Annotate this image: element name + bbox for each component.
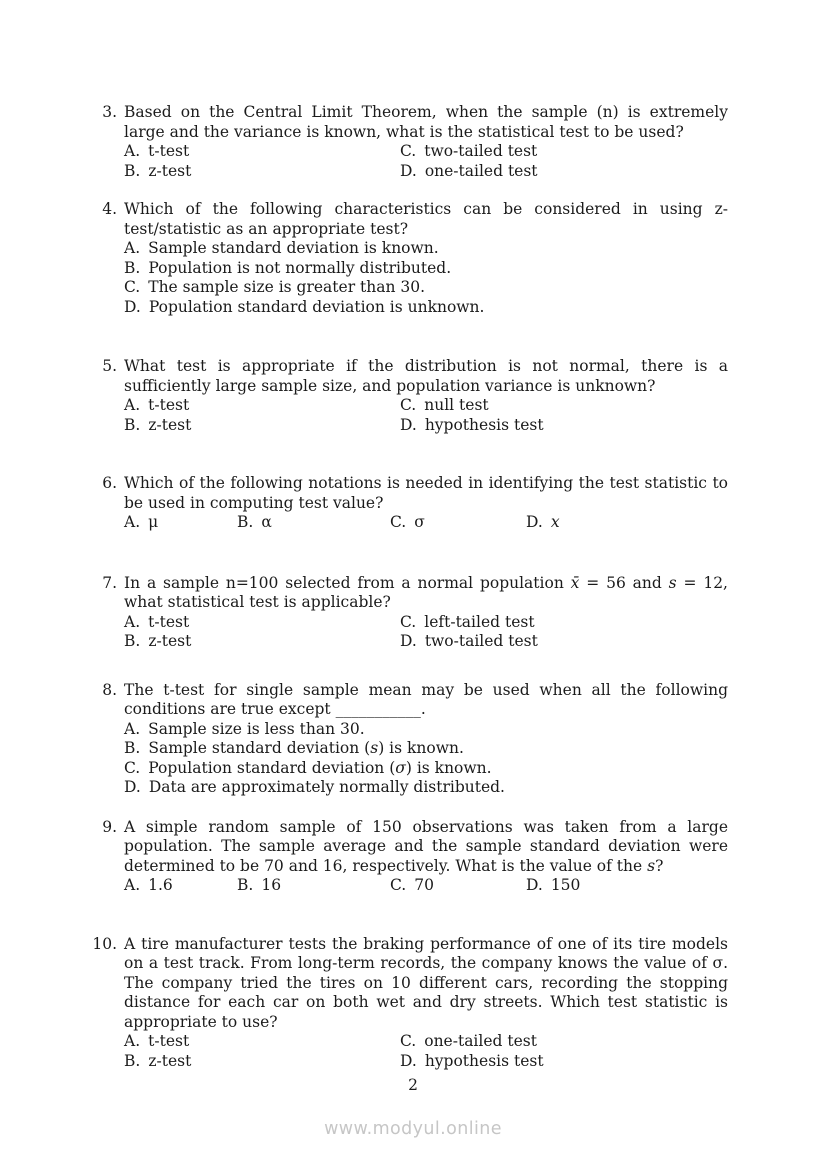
option-a	[124, 876, 237, 896]
option-text: 1.6	[148, 876, 173, 894]
math-sigma: σ	[395, 758, 406, 777]
question-text: Which of the following notations is needed in identifying the test statistic to be used in computing test value?	[124, 474, 728, 512]
option-label: B.	[124, 739, 141, 757]
option-text: μ	[148, 513, 159, 531]
option-c	[124, 759, 728, 779]
option-text: 150	[550, 876, 581, 894]
option-label: C.	[400, 396, 417, 414]
question-number: 9.	[102, 817, 117, 836]
option-d	[526, 876, 728, 896]
option-text: z-test	[148, 161, 192, 180]
option-label: C.	[390, 513, 407, 531]
math-x-bar: x̄	[570, 573, 580, 592]
option-label: B.	[237, 876, 254, 894]
option-b	[124, 259, 728, 279]
option-text: left-tailed test	[424, 612, 535, 631]
question-9	[102, 817, 728, 896]
options	[124, 513, 728, 533]
option-label: D.	[400, 632, 417, 650]
option-text: t-test	[148, 396, 190, 414]
option-a	[124, 1032, 400, 1052]
option-label: C.	[390, 876, 407, 894]
option-text: z-test	[148, 1051, 192, 1070]
question-list	[92, 103, 728, 1071]
option-label: C.	[124, 278, 141, 296]
option-label: D.	[400, 415, 417, 434]
option-text: t-test	[148, 142, 190, 160]
option-label: A.	[124, 513, 141, 531]
option-text: 16	[261, 876, 282, 894]
question-text-part: = 12, what statistical test is applicable?	[124, 573, 728, 611]
option-a	[124, 613, 400, 633]
option-label: A.	[124, 239, 141, 257]
question-text: What test is appropriate if the distribution is not normal, there is a sufficiently large sample size, and population variance is unknown?	[124, 357, 728, 395]
option-label: B.	[124, 258, 141, 277]
option-label: A.	[124, 876, 141, 894]
math-s: s	[668, 573, 677, 592]
option-label: D.	[526, 876, 543, 894]
option-label: C.	[400, 142, 417, 160]
option-b	[124, 632, 400, 652]
option-label: D.	[124, 297, 141, 316]
option-text: The sample size is greater than 30.	[148, 278, 426, 296]
option-c	[390, 876, 526, 896]
option-b	[237, 513, 390, 533]
question-number: 4.	[102, 200, 117, 218]
option-c	[124, 278, 728, 298]
option-d	[124, 298, 728, 318]
option-text: z-test	[148, 632, 192, 650]
question-text-part: ?	[655, 856, 664, 875]
question-6	[102, 474, 728, 533]
options	[124, 876, 728, 896]
option-label: A.	[124, 1032, 141, 1050]
option-text: Population standard deviation is unknown.	[148, 297, 485, 316]
watermark: www.modyul.online	[324, 1119, 502, 1139]
option-label: A.	[124, 612, 141, 631]
options	[124, 396, 728, 435]
option-d	[526, 513, 728, 533]
math-s: s	[370, 739, 379, 757]
option-text: Sample size is less than 30.	[148, 719, 365, 738]
option-text-part: Sample standard deviation (	[148, 739, 371, 757]
question-text-part: A simple random sample of 150 observations was taken from a large population. The sample average and the sample standard deviation were determined to be 70 and 16, respectively. What is the value of the	[124, 817, 728, 875]
math-s: s	[647, 856, 656, 875]
option-d	[400, 162, 728, 182]
option-text: two-tailed test	[424, 632, 538, 650]
question-number: 7.	[102, 573, 117, 592]
option-label: A.	[124, 142, 141, 160]
option-text	[148, 739, 464, 757]
question-3	[102, 103, 728, 181]
option-label: A.	[124, 396, 141, 414]
option-label: D.	[400, 1051, 417, 1070]
question-text	[124, 818, 728, 877]
options	[124, 720, 728, 798]
option-a	[124, 513, 237, 533]
option-label: B.	[124, 1051, 141, 1070]
option-label: C.	[124, 758, 141, 777]
question-8	[102, 680, 728, 798]
option-text: Population is not normally distributed.	[148, 258, 452, 277]
option-label: A.	[124, 719, 141, 738]
options	[124, 613, 728, 652]
option-text: null test	[424, 396, 489, 414]
option-d	[400, 416, 728, 436]
option-text: Data are approximately normally distributed.	[148, 778, 505, 796]
option-label: C.	[400, 612, 417, 631]
option-c	[400, 1032, 728, 1052]
option-c	[400, 142, 728, 162]
option-c	[400, 613, 728, 633]
question-10	[92, 934, 728, 1072]
question-text: Based on the Central Limit Theorem, when the sample (n) is extremely large and the variance is known, what is the statistical test to be used?	[124, 103, 728, 141]
option-d	[124, 778, 728, 798]
question-text-part: = 56 and	[579, 573, 669, 592]
question-number: 3.	[102, 103, 117, 121]
option-text-part: ) is known.	[378, 739, 464, 757]
option-a	[124, 720, 728, 740]
option-a	[124, 142, 400, 162]
option-text: two-tailed test	[424, 142, 538, 160]
option-text: t-test	[148, 1032, 190, 1050]
option-label: C.	[400, 1032, 417, 1050]
option-text: one-tailed test	[424, 1032, 537, 1050]
options	[124, 239, 728, 317]
question-number: 6.	[102, 474, 117, 492]
question-text: Which of the following characteristics can be considered in using z-test/statistic as an appropriate test?	[124, 200, 728, 238]
question-text	[124, 574, 728, 613]
options	[124, 1032, 728, 1071]
option-b	[124, 162, 400, 182]
question-7	[102, 573, 728, 652]
option-c	[390, 513, 526, 533]
option-label: B.	[124, 632, 141, 650]
question-text-part: In a sample n=100 selected from a normal population	[124, 573, 571, 592]
question-5	[102, 357, 728, 435]
option-label: B.	[124, 161, 141, 180]
option-a	[124, 396, 400, 416]
option-text-part: Population standard deviation (	[148, 758, 396, 777]
option-label: D.	[526, 513, 543, 531]
option-label: D.	[400, 161, 417, 180]
option-text: one-tailed test	[424, 161, 538, 180]
question-number: 10.	[92, 934, 117, 953]
option-text: hypothesis test	[424, 1051, 544, 1070]
question-4	[102, 200, 728, 317]
option-b	[124, 739, 728, 759]
question-number: 8.	[102, 680, 117, 699]
option-text: hypothesis test	[424, 415, 544, 434]
option-label: D.	[124, 778, 141, 796]
option-a	[124, 239, 728, 259]
option-text: x	[550, 513, 560, 531]
option-text: z-test	[148, 415, 192, 434]
option-label: B.	[124, 415, 141, 434]
question-text: A tire manufacturer tests the braking performance of one of its tire models on a test track. From long-term records, the company knows the value of σ. The company tried the tires on 10 different cars, recording the stopping distance for each car on both wet and dry streets. Which test statistic is appropriate to use?	[124, 934, 728, 1031]
option-c	[400, 396, 728, 416]
option-text-part: ) is known.	[405, 758, 492, 777]
option-d	[400, 632, 728, 652]
question-text: The t-test for single sample mean may be used when all the following conditions are true except ___________.	[124, 680, 728, 718]
option-b	[124, 416, 400, 436]
option-text: Sample standard deviation is known.	[148, 239, 439, 257]
option-label: B.	[237, 513, 254, 531]
option-text: 70	[414, 876, 434, 894]
option-text: α	[261, 513, 272, 531]
option-b	[124, 1052, 400, 1072]
page-number: 2	[408, 1076, 418, 1094]
question-number: 5.	[102, 357, 117, 375]
option-text	[148, 759, 491, 777]
option-b	[237, 876, 390, 896]
option-text: t-test	[148, 612, 190, 631]
options	[124, 142, 728, 181]
option-text: σ	[414, 513, 425, 531]
option-d	[400, 1052, 728, 1072]
